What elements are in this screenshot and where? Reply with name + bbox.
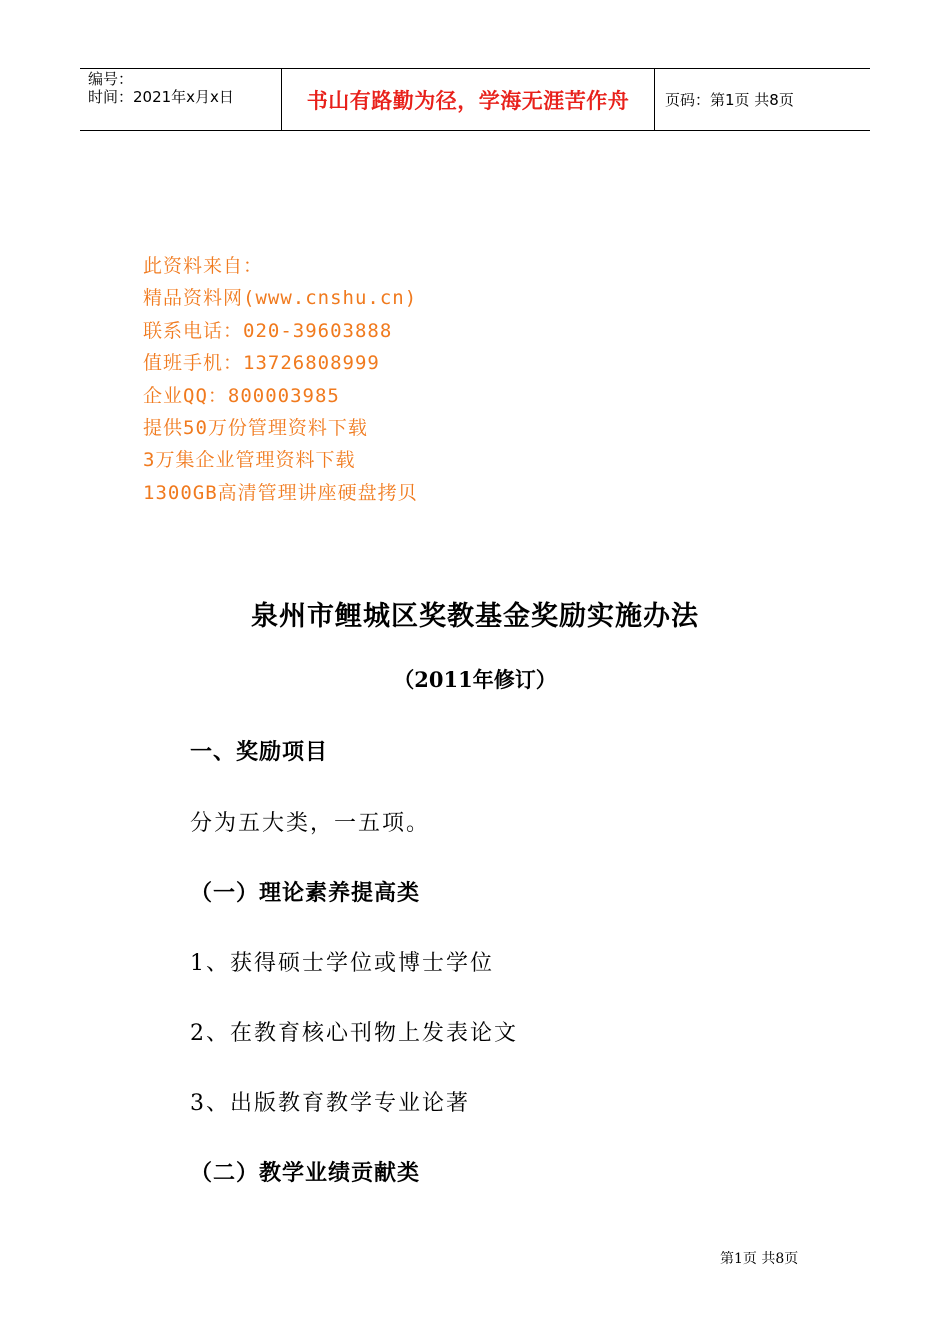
category-heading: （二）教学业绩贡献类 — [190, 1160, 421, 1186]
header-page-cell — [655, 69, 870, 130]
motto-text: 书山有路勤为径，学海无涯苦作舟 — [306, 88, 630, 113]
ad-line: 3万集企业管理资料下载 — [143, 449, 356, 472]
header-page-info: 页码：第1页 共8页 — [665, 91, 794, 109]
page-footer: 第1页 共8页 — [720, 1251, 799, 1267]
ad-line: 此资料来自： — [143, 255, 264, 277]
ad-line-qq: 企业QQ：800003985 — [143, 384, 340, 407]
list-item: 2、在教育核心刊物上发表论文 — [190, 1021, 518, 1046]
page-header — [80, 68, 870, 131]
list-item: 3、出版教育教学专业论著 — [190, 1091, 470, 1116]
category-heading: （一）理论素养提高类 — [190, 880, 421, 906]
source-ad-block — [143, 250, 418, 509]
header-meta-cell — [80, 69, 282, 130]
list-item: 1、获得硕士学位或博士学位 — [190, 951, 494, 976]
ad-line: 1300GB高清管理讲座硬盘拷贝 — [143, 481, 418, 504]
document-subtitle: （2011年修订） — [393, 667, 557, 692]
section-heading: 一、奖励项目 — [190, 739, 329, 765]
paragraph: 分为五大类，一五项。 — [190, 811, 431, 836]
date-label: 时间：2021年x月x日 — [88, 88, 234, 106]
number-label: 编号： — [88, 70, 134, 88]
document-title: 泉州市鲤城区奖教基金奖励实施办法 — [251, 601, 699, 632]
ad-line-website[interactable]: 精品资料网(www.cnshu.cn) — [143, 287, 418, 310]
ad-line: 提供50万份管理资料下载 — [143, 417, 368, 440]
ad-line-mobile: 值班手机：13726808999 — [143, 352, 380, 375]
header-motto-cell — [282, 69, 655, 130]
ad-line-phone: 联系电话：020-39603888 — [143, 319, 393, 342]
